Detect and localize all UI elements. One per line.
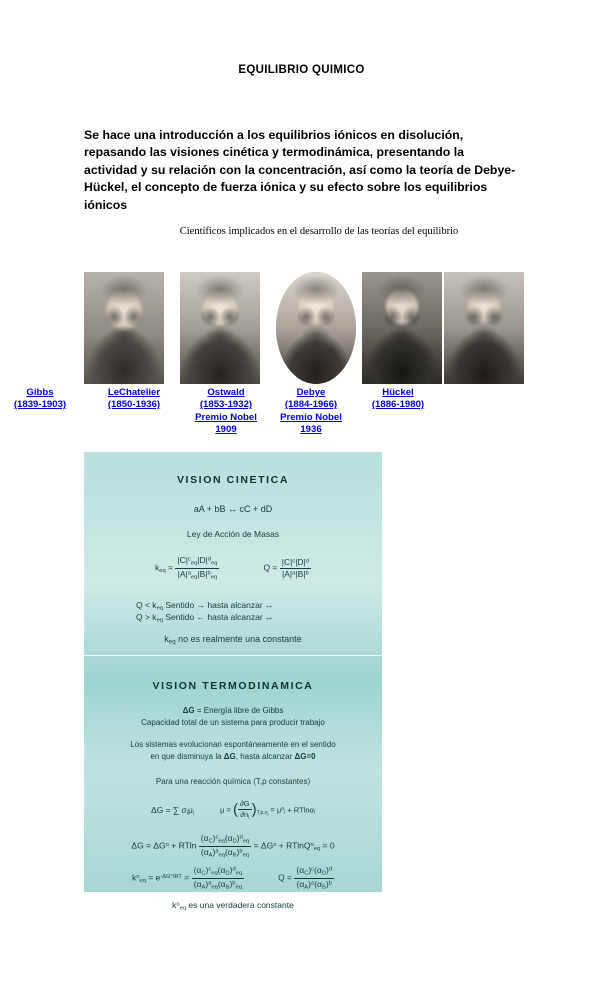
spontaneity-part-d: ΔG=0 [294, 752, 316, 761]
chemical-potential-expression: μ = ( $\frac{\partial G}{\partial n_i}$ )$_{T,p,n_j} = \mu^o_i + RTln\alpha_i$ [220, 799, 315, 821]
criteria-1-tail: Sentido → hasta alcanzar ↔ [162, 600, 274, 610]
thermo-equation-3 [84, 866, 382, 890]
caption-award-year[interactable]: 1936 [300, 423, 322, 435]
keq-note-tail: no es realmente una constante [175, 634, 302, 644]
reaction-equation: aA + bB ↔ cC + dD [193, 504, 273, 514]
criteria-2-tail: Sentido ← hasta alcanzar ↔ [162, 611, 274, 622]
spontaneity-part-b: ΔG [223, 752, 236, 761]
caption-name[interactable]: LeChatelier [107, 387, 161, 398]
caption-ostwald[interactable] [180, 387, 272, 436]
spontaneity-line-2 [84, 752, 382, 761]
caption-name[interactable]: Ostwald [207, 387, 245, 398]
gibbs-free-energy-line [84, 706, 382, 715]
figure-subcaption: Científicos implicados en el desarrollo de las teorías del equilibrio [179, 226, 459, 237]
intro-paragraph: Se hace una introducción a los equilibrios iónicos en disolución, repasando las visiones cinética y termodinámica, presentando la actividad y su relación con la concentración, así como la teoría de Debye-Hückel, el concepto de fuerza iónica y su efecto sobre los equilibrios iónicos [84, 128, 516, 212]
q0-expression: Q = $\frac{(\alpha_C)^c(\alpha_D)^d}{(\alpha_A)^a(\alpha_B)^b}$ [278, 865, 333, 891]
keq-note: $k_{eq}$ no es realmente una constante [164, 634, 302, 646]
slide-figure [84, 452, 382, 912]
thermo-equation-2: $\Delta G = \Delta G^o + RTln$ $\frac{(\alpha_C)^c_{eq}(\alpha_D)^d_{eq}}{(\alpha_A)^a_{eq}(\alpha_B)^b_{eq}}$ = $\Delta G^o + RTlnQ^o_{eq} = 0$ [131, 833, 335, 859]
caption-name[interactable]: Debye [296, 387, 326, 398]
caption-huckel[interactable] [352, 387, 444, 412]
delta-g-symbol: ΔG [182, 706, 195, 715]
portrait-huckel [444, 272, 524, 384]
section-heading-cinetica: VISION CINETICA [176, 474, 290, 486]
caption-award[interactable]: Premio Nobel [280, 411, 342, 423]
page-title: EQUILIBRIO QUIMICO [238, 64, 365, 76]
section-heading-termodinamica: VISION TERMODINAMICA [152, 680, 314, 692]
thermo-equation-1 [84, 800, 382, 821]
caption-lechatelier[interactable] [88, 387, 180, 412]
portrait-lechatelier [180, 272, 260, 384]
caption-years[interactable]: (1884-1966) [284, 399, 338, 411]
keq-expression: $k_{eq}$ = $\frac{|C|^c_{eq}|D|^d_{eq}}{|A|^a_{eq}|B|^b_{eq}}$ [155, 555, 218, 581]
equilibrium-criteria [84, 600, 434, 623]
spontaneity-part-c: , hasta alcanzar [235, 752, 295, 761]
caption-award[interactable]: Premio Nobel [195, 411, 257, 423]
k0-constant-note: $k^o_{eq}$ es una verdadera constante [172, 900, 294, 912]
caption-years[interactable]: (1853-1932) [199, 399, 253, 411]
caption-years[interactable]: (1886-1980) [371, 399, 425, 411]
spontaneity-line-1: Los sistemas evolucionan espontáneamente en el sentido [130, 740, 336, 749]
mass-action-law-label: Ley de Acción de Masas [186, 529, 280, 539]
caption-years[interactable]: (1839-1903) [13, 399, 67, 411]
criteria-1-head: Q < k [136, 600, 157, 610]
caption-award-year[interactable]: 1909 [215, 423, 237, 435]
criteria-line-2: $Q > k_{eq}$ Sentido ← hasta alcanzar ↔ [136, 611, 274, 624]
caption-gibbs[interactable] [0, 387, 86, 412]
keq-q-equation-row [84, 556, 382, 580]
scientist-portraits [84, 272, 529, 384]
portrait-debye [362, 272, 442, 384]
caption-years[interactable]: (1850-1936) [107, 399, 161, 411]
reaction-conditions-line: Para una reacción química (T,p constantes) [155, 777, 311, 786]
k0-expression: $k^o_{eq} = e^{-\Delta G^o/RT}$ = $\frac{(\alpha_C)^c_{eq}(\alpha_D)^d_{eq}}{(\alpha_A)^a_{eq}(\alpha_B)^b_{eq}}$ [131, 865, 243, 891]
slide-divider [84, 655, 382, 656]
portrait-ostwald [276, 272, 356, 384]
caption-name[interactable]: Gibbs [26, 387, 54, 398]
portrait-gibbs [84, 272, 164, 384]
criteria-2-head: Q > k [136, 611, 157, 622]
delta-g-definition: = Energía libre de Gibbs [194, 706, 284, 715]
k0-note-text: es una verdadera constante [186, 900, 294, 910]
caption-debye[interactable] [265, 387, 357, 436]
work-capacity-line: Capacidad total de un sistema para producir trabajo [141, 718, 325, 727]
dg-sum-expression: ΔG = ∑ $\sigma_i\mu_i$ [151, 804, 195, 817]
spontaneity-part-a: en que disminuya la [150, 752, 224, 761]
k0-note-prefix: k [172, 900, 177, 910]
criteria-line-1: $Q < k_{eq}$ Sentido → hasta alcanzar ↔ [136, 600, 274, 612]
caption-name[interactable]: Hückel [382, 387, 414, 398]
q-expression: Q = $\frac{|C|^c|D|^d}{|A|^a|B|^b}$ [263, 556, 309, 579]
keq-note-head: k [164, 634, 169, 644]
